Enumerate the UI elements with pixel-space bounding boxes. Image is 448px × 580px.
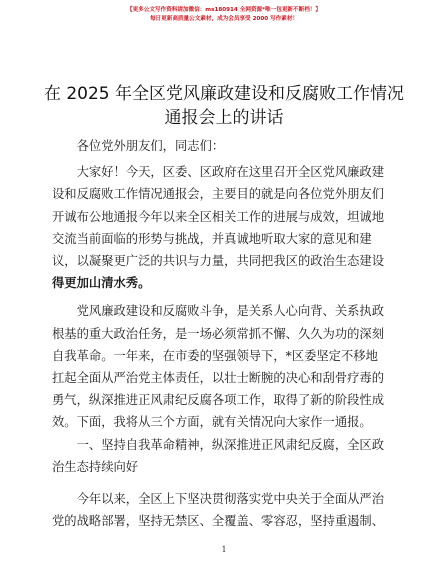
paragraph-2-line: 扛起全面从严治党主体责任，以壮士断腕的决心和刮骨疗毒的: [52, 371, 385, 386]
document-body: [52, 135, 402, 532]
paragraph-1-line: 大家好！今天，区委、区政府在这里召开全区党风廉政建: [76, 165, 385, 180]
paragraph-2-line: 根基的重大政治任务，是一场必须常抓不懈、久久为功的深刻: [52, 326, 385, 341]
paragraph-3-line: 党的战略部署，坚持无禁区、全覆盖、零容忍，坚持重遏制、: [52, 514, 385, 529]
promo-banner: [0, 6, 448, 24]
paragraph-2-line: 效。下面，我将从三个方面，就有关情况向大家作一通报。: [52, 415, 372, 430]
paragraph-1-line: 议，以凝聚更广泛的共识与力量，共同把我区的政治生态建设: [52, 254, 385, 269]
promo-banner-line-2: 每日更新高质量公文素材，成为会员享受 2000 写作素材！: [149, 16, 299, 22]
paragraph-2-line: 自我革命。一年来，在市委的坚强领导下，*区委坚定不移地: [52, 348, 378, 363]
paragraph-1-line: 交流当前面临的形势与挑战，并真诚地听取大家的意见和建: [52, 231, 372, 246]
paragraph-2-line: 党风廉政建设和反腐败斗争，是关系人心向背、关系执政: [76, 304, 385, 319]
promo-banner-line-1: 【更多公文写作资料请加微信：ms180914 全网资源*唯一包更新不断档！】: [126, 7, 321, 13]
salutation: 各位党外朋友们，同志们：: [76, 139, 225, 153]
document-title: [30, 82, 418, 130]
paragraph-2: [52, 300, 402, 433]
title-line-1: 在 2025 年全区党风廉政建设和反腐败工作情况: [43, 84, 405, 104]
title-line-2: 通报会上的讲话: [164, 108, 284, 128]
paragraph-1-tail: 得更加山清水秀。: [52, 276, 151, 291]
paragraph-3-line: 今年以来，全区上下坚决贯彻落实党中央关于全面从严治: [76, 492, 385, 507]
section-heading-1: [52, 434, 402, 478]
paragraph-1-line: 开诚布公地通报今年以来全区相关工作的进展与成效，坦诚地: [52, 209, 385, 224]
paragraph-1: [52, 161, 402, 294]
section-heading-line: 一、坚持自我革命精神，纵深推进正风肃纪反腐，全区政: [76, 437, 385, 452]
paragraph-3: [52, 488, 402, 532]
paragraph-1-line: 设和反腐败工作情况通报会，主要目的就是向各位党外朋友们: [52, 187, 385, 202]
paragraph-2-line: 勇气，纵深推进正风肃纪反腐各项工作，取得了新的阶段性成: [52, 393, 385, 408]
page-number: 1: [221, 545, 227, 554]
section-heading-line: 治生态持续向好: [52, 459, 139, 474]
